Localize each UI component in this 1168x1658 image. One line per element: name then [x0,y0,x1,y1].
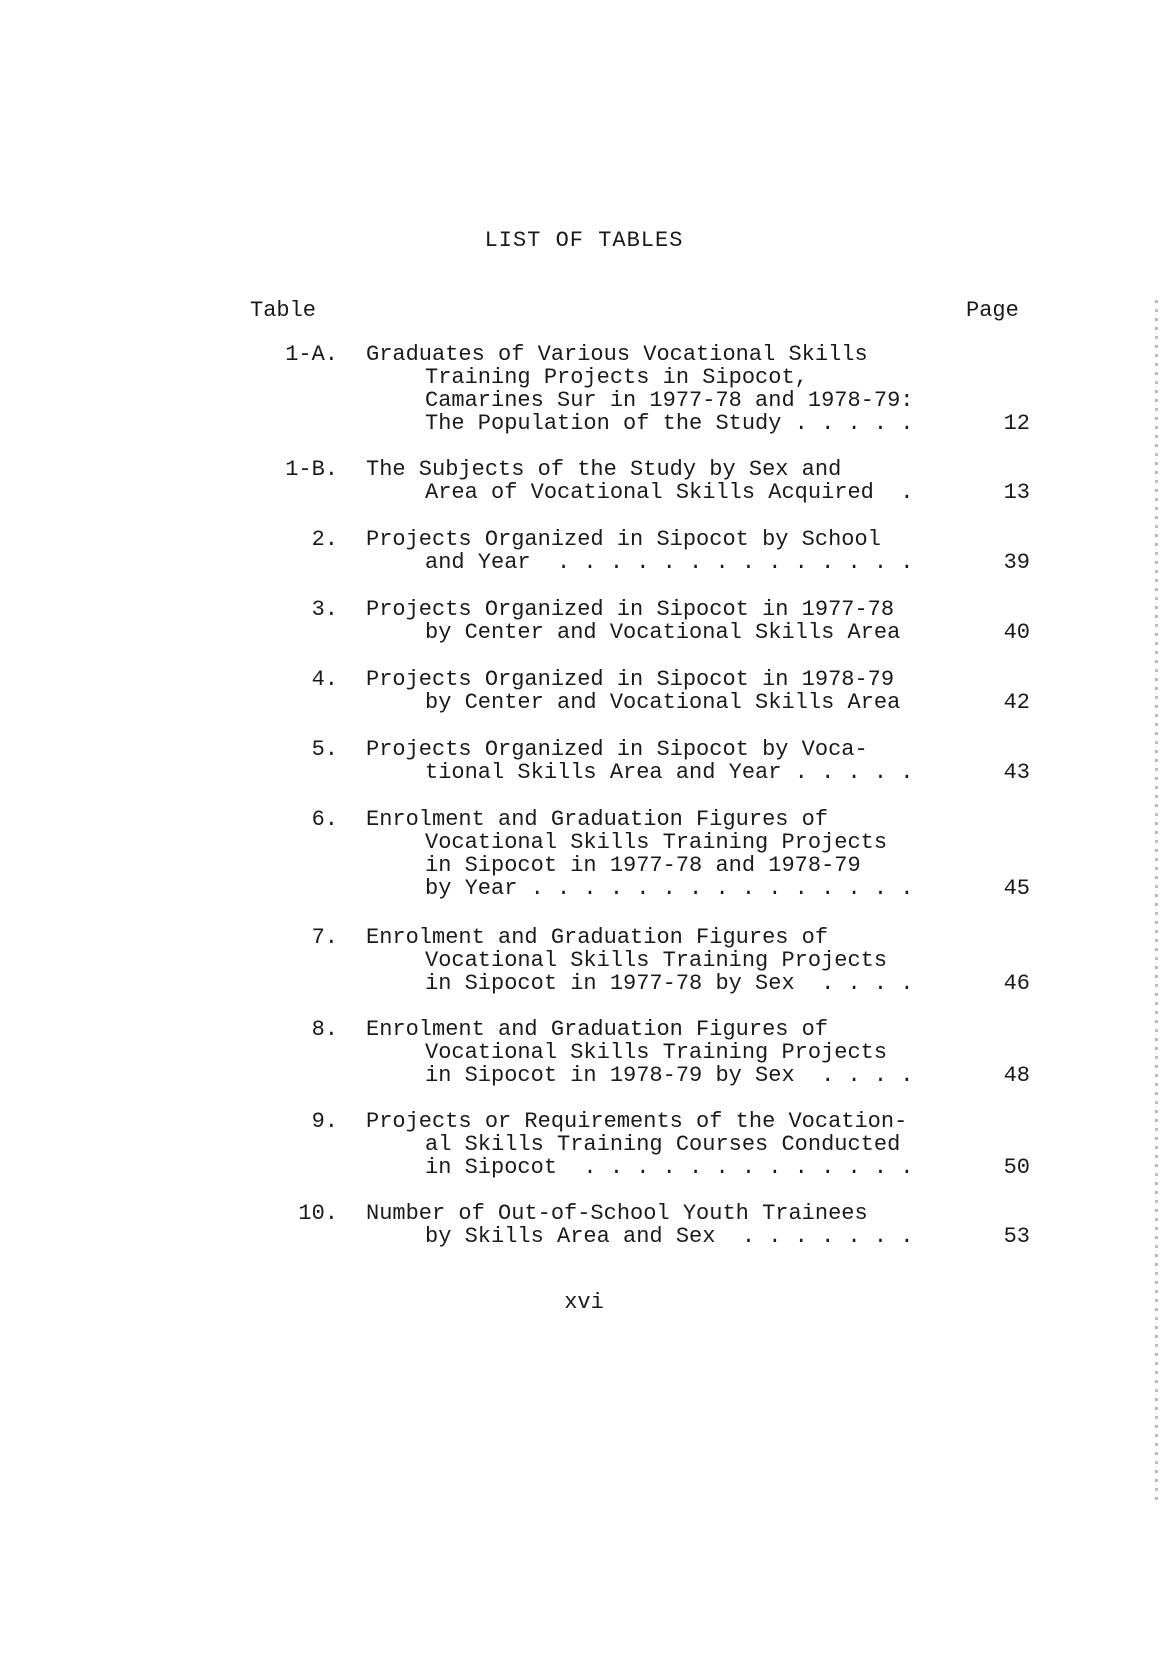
caption-line: Vocational Skills Training Projects [425,830,888,855]
caption-line: and Year . . . . . . . . . . . . . . [425,550,914,575]
caption-line: in Sipocot in 1977-78 by Sex . . . . [425,971,914,996]
table-number: 4. [311,667,338,692]
caption-line: Enrolment and Graduation Figures of [366,925,829,950]
caption-line: Projects or Requirements of the Vocation- [366,1109,908,1134]
caption-line: Projects Organized in Sipocot by Voca- [366,737,868,762]
page-number: 39 [1003,550,1030,575]
caption-line: Enrolment and Graduation Figures of [366,807,829,832]
caption-line: Training Projects in Sipocot, [425,365,808,390]
caption-line: by Year . . . . . . . . . . . . . . . [425,876,914,901]
caption-line: Projects Organized in Sipocot in 1978-79 [366,667,895,692]
page-number: 50 [1003,1155,1030,1180]
page-number: 43 [1003,760,1030,785]
caption-line: by Skills Area and Sex . . . . . . . [425,1224,914,1249]
table-number: 1-B. [285,457,338,482]
table-number: 5. [311,737,338,762]
column-header-table: Table [250,298,317,323]
caption-line: Projects Organized in Sipocot in 1977-78 [366,597,895,622]
caption-line: Vocational Skills Training Projects [425,948,888,973]
caption-line: Graduates of Various Vocational Skills [366,342,868,367]
table-caption [366,1202,946,1248]
caption-line: Projects Organized in Sipocot by School [366,527,881,552]
caption-line: The Population of the Study . . . . . [425,411,914,436]
caption-line: in Sipocot in 1978-79 by Sex . . . . [425,1063,914,1088]
caption-line: Area of Vocational Skills Acquired . [425,480,914,505]
table-caption [366,738,946,784]
table-number: 7. [311,925,338,950]
caption-line: Vocational Skills Training Projects [425,1040,888,1065]
caption-line: Enrolment and Graduation Figures of [366,1017,829,1042]
table-caption [366,926,946,995]
table-caption [366,528,946,574]
page-number: 40 [1003,620,1030,645]
caption-line: Camarines Sur in 1977-78 and 1978-79: [425,388,914,413]
caption-line: al Skills Training Courses Conducted [425,1132,901,1157]
table-caption [366,458,946,504]
table-caption [366,598,946,644]
page-folio: xvi [564,1290,604,1315]
caption-line: by Center and Vocational Skills Area [425,690,901,715]
column-header-page: Page [966,298,1019,323]
table-caption [366,343,946,435]
page-number: 53 [1003,1224,1030,1249]
page-number: 45 [1003,876,1030,901]
table-caption [366,1018,946,1087]
caption-line: by Center and Vocational Skills Area [425,620,901,645]
page-number: 46 [1003,971,1030,996]
scan-edge-artifact [1155,300,1158,1500]
page-number: 48 [1003,1063,1030,1088]
page-number: 12 [1003,411,1030,436]
table-number: 8. [311,1017,338,1042]
page-number: 42 [1003,690,1030,715]
table-number: 1-A. [285,342,338,367]
table-number: 3. [311,597,338,622]
table-number: 2. [311,527,338,552]
table-caption [366,808,946,900]
table-caption [366,668,946,714]
table-caption [366,1110,946,1179]
table-number: 10. [298,1201,338,1226]
caption-line: in Sipocot . . . . . . . . . . . . . [425,1155,914,1180]
caption-line: Number of Out-of-School Youth Trainees [366,1201,868,1226]
page-title: LIST OF TABLES [484,228,684,253]
table-number: 6. [311,807,338,832]
page-number: 13 [1003,480,1030,505]
caption-line: in Sipocot in 1977-78 and 1978-79 [425,853,861,878]
table-number: 9. [311,1109,338,1134]
caption-line: tional Skills Area and Year . . . . . [425,760,914,785]
caption-line: The Subjects of the Study by Sex and [366,457,842,482]
